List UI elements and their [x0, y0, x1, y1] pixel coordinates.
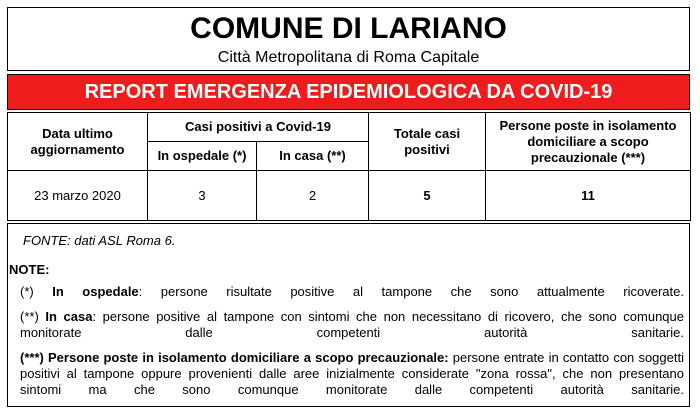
note-isolation-text: persone entrate in contatto con soggetti positivi al tampone oppure provenienti dalle aree inizialmente considerate "zona rossa", che non presentano sintomi ma che sono comunque monitorate dalle competenti autorità sanitarie. — [20, 350, 684, 397]
note-home-text: : persone positive al tampone con sintomi che non necessitano di ricovero, che sono comunque monitorate dalle competenti autorità sanitarie. — [20, 309, 684, 340]
cell-home: 2 — [257, 171, 369, 221]
header-cell-hospital: In ospedale (*) — [148, 142, 257, 171]
note-hospital — [20, 284, 684, 300]
note-hospital-marker: (*) — [20, 284, 34, 299]
header-cell-total: Totale casi positivi — [369, 113, 486, 171]
note-home — [20, 309, 684, 341]
table-header-row — [8, 113, 691, 142]
page-title: COMUNE DI LARIANO — [190, 12, 507, 45]
report-banner: REPORT EMERGENZA EPIDEMIOLOGICA DA COVID-19 — [7, 74, 690, 110]
cell-total: 5 — [369, 171, 486, 221]
cell-isolation: 11 — [486, 171, 691, 221]
header-cell-isolation: Persone poste in isolamento domiciliare a scopo precauzionale (***) — [486, 113, 691, 171]
note-home-term: In casa — [45, 309, 93, 324]
header — [7, 7, 690, 71]
note-isolation-term: (***) Persone poste in isolamento domiciliare a scopo precauzionale: — [20, 350, 449, 365]
notes-box — [7, 223, 690, 407]
page-subtitle: Città Metropolitana di Roma Capitale — [217, 49, 480, 66]
note-isolation — [20, 350, 684, 398]
cases-table — [7, 112, 691, 221]
data-source: FONTE: dati ASL Roma 6. — [23, 233, 176, 248]
header-cell-positive-group: Casi positivi a Covid-19 — [148, 113, 369, 142]
cell-hospital: 3 — [148, 171, 257, 221]
note-hospital-term: In ospedale — [52, 284, 139, 299]
notes-title: NOTE: — [9, 262, 50, 277]
table-row — [8, 171, 691, 221]
header-cell-date: Data ultimo aggiornamento — [8, 113, 148, 171]
note-hospital-text: : persone risultate positive al tampone che sono attualmente ricoverate. — [138, 284, 684, 299]
note-home-marker: (**) — [20, 309, 39, 324]
cell-date: 23 marzo 2020 — [8, 171, 148, 221]
header-cell-home: In casa (**) — [257, 142, 369, 171]
